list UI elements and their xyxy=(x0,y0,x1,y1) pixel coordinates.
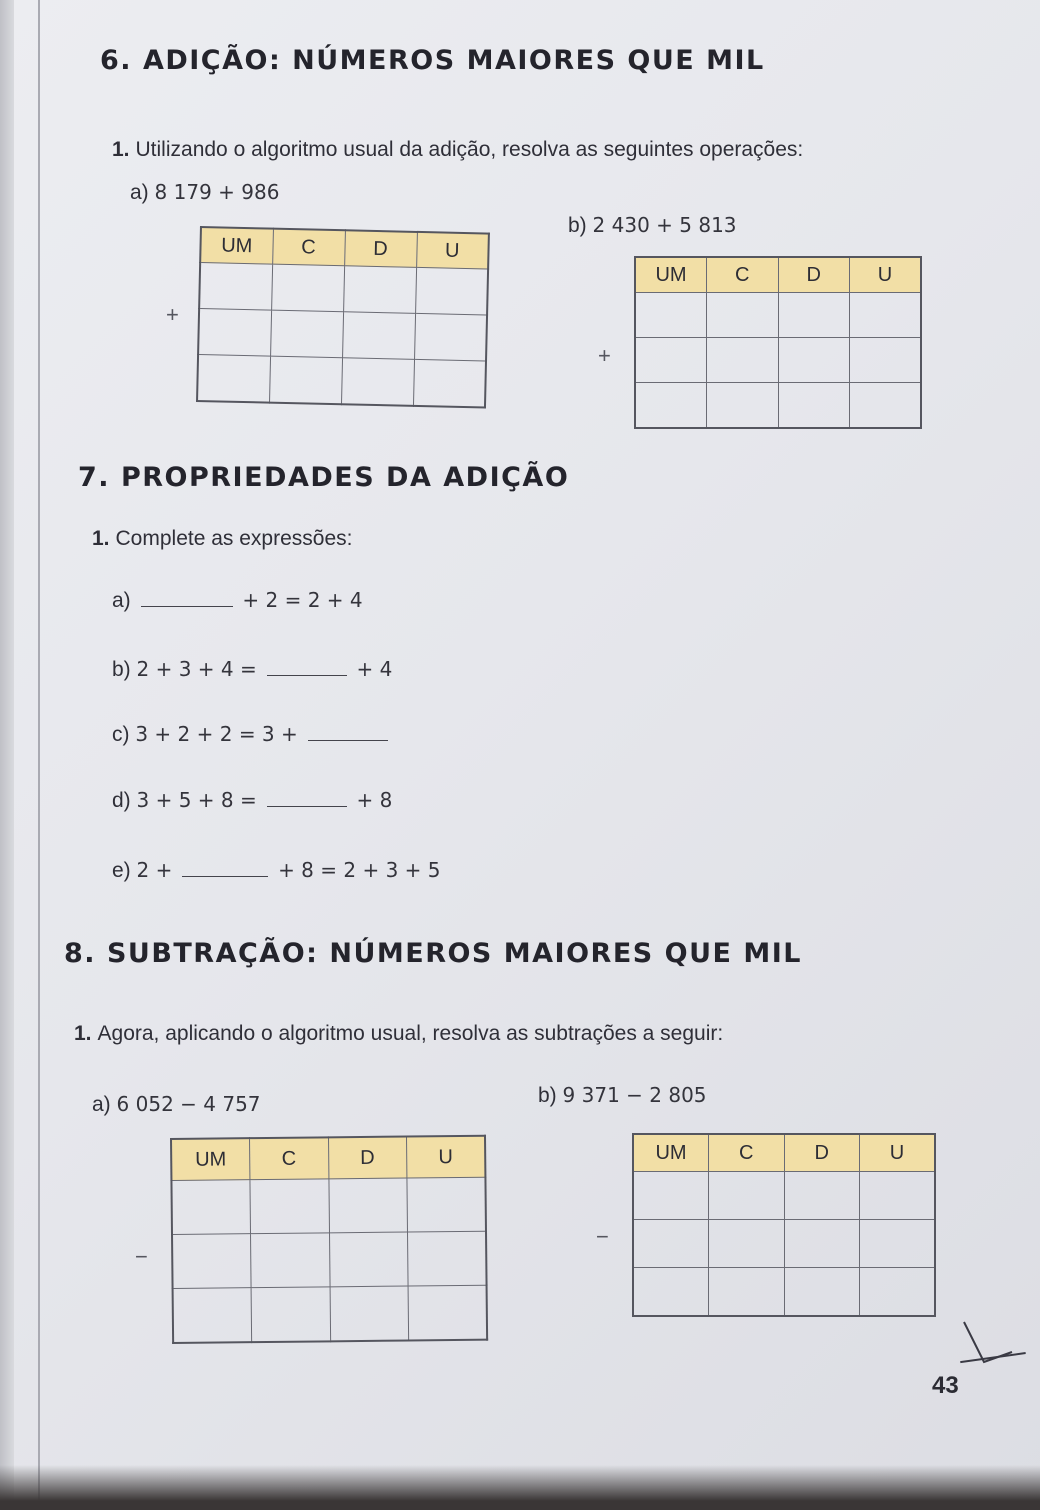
header-d: D xyxy=(344,230,417,267)
page-number: 43 xyxy=(932,1372,959,1399)
header-u: U xyxy=(416,232,489,269)
grid-cell[interactable] xyxy=(707,293,779,338)
handwritten-check-icon xyxy=(950,1318,1030,1388)
instruction-text: Utilizando o algoritmo usual da adição, resolva as seguintes operações: xyxy=(135,138,804,161)
grid-cell[interactable] xyxy=(330,1286,409,1341)
header-u: U xyxy=(860,1134,936,1172)
expression-after: + 4 xyxy=(356,657,393,681)
grid-row xyxy=(172,1231,487,1288)
exercise-7b xyxy=(112,657,392,682)
grid-row xyxy=(171,1177,486,1234)
header-d: D xyxy=(778,257,850,293)
grid-header-row xyxy=(171,1136,485,1181)
section-7-instruction xyxy=(92,527,352,551)
header-c: C xyxy=(707,257,779,293)
grid-cell[interactable] xyxy=(270,310,343,358)
exercise-label: c) xyxy=(112,723,130,746)
grid-cell[interactable] xyxy=(251,1233,330,1288)
exercise-7d xyxy=(112,788,392,813)
expression-before: 2 + xyxy=(136,858,173,882)
grid-cell[interactable] xyxy=(199,263,272,311)
grid-cell[interactable] xyxy=(329,1232,408,1287)
grid-cell[interactable] xyxy=(778,338,850,383)
header-u: U xyxy=(850,257,922,293)
grid-row xyxy=(635,338,921,383)
grid-row xyxy=(633,1172,935,1220)
header-d: D xyxy=(328,1137,407,1179)
grid-cell[interactable] xyxy=(328,1178,407,1233)
grid-cell[interactable] xyxy=(784,1268,860,1316)
minus-operator: − xyxy=(596,1224,609,1249)
grid-cell[interactable] xyxy=(633,1172,709,1220)
header-c: C xyxy=(272,229,345,266)
spine-line xyxy=(38,0,40,1510)
instruction-text: Complete as expressões: xyxy=(115,527,353,550)
exercise-expression: 6 052 − 4 757 xyxy=(116,1092,261,1116)
header-um: UM xyxy=(633,1134,709,1172)
exercise-8b xyxy=(538,1083,707,1108)
grid-row xyxy=(173,1285,488,1342)
exercise-8a xyxy=(92,1092,261,1117)
grid-cell[interactable] xyxy=(408,1285,487,1340)
exercise-label: a) xyxy=(112,589,131,612)
header-u: U xyxy=(406,1136,485,1178)
grid-cell[interactable] xyxy=(709,1220,785,1268)
header-c: C xyxy=(250,1137,329,1179)
instruction-text: Agora, aplicando o algoritmo usual, resolva as subtrações a seguir: xyxy=(97,1022,724,1045)
grid-cell[interactable] xyxy=(850,383,922,428)
exercise-7a xyxy=(112,588,363,613)
grid-cell[interactable] xyxy=(635,383,707,428)
exercise-expression: 2 430 + 5 813 xyxy=(592,213,737,237)
grid-cell[interactable] xyxy=(172,1234,251,1289)
exercise-label: a) xyxy=(130,181,149,204)
expression-after: + 8 = 2 + 3 + 5 xyxy=(278,858,441,882)
answer-grid-6a xyxy=(196,226,490,408)
answer-grid-6b xyxy=(634,256,922,429)
header-c: C xyxy=(709,1134,785,1172)
grid-row xyxy=(635,383,921,428)
answer-blank[interactable] xyxy=(267,806,347,807)
exercise-7c xyxy=(112,722,392,747)
grid-cell[interactable] xyxy=(635,338,707,383)
expression-before: 3 + 2 + 2 = 3 + xyxy=(135,722,298,746)
grid-cell[interactable] xyxy=(778,383,850,428)
grid-cell[interactable] xyxy=(407,1177,486,1232)
header-um: UM xyxy=(635,257,707,293)
grid-row xyxy=(198,309,487,362)
expression-before: 2 + 3 + 4 = xyxy=(136,657,257,681)
grid-row xyxy=(197,354,486,407)
page-edge xyxy=(0,0,14,1510)
answer-grid-8b xyxy=(632,1133,936,1317)
grid-cell[interactable] xyxy=(633,1268,709,1316)
instruction-number: 1. xyxy=(74,1022,92,1045)
grid-cell[interactable] xyxy=(709,1172,785,1220)
exercise-expression: 9 371 − 2 805 xyxy=(562,1083,707,1107)
grid-cell[interactable] xyxy=(635,293,707,338)
plus-operator: + xyxy=(598,343,611,368)
exercise-label: b) xyxy=(568,214,587,237)
grid-row xyxy=(633,1268,935,1316)
grid-cell[interactable] xyxy=(171,1180,250,1235)
section-8-heading: 8. SUBTRAÇÃO: NÚMEROS MAIORES QUE MIL xyxy=(64,938,802,969)
grid-cell[interactable] xyxy=(269,356,342,404)
page-shadow xyxy=(0,1465,1040,1510)
answer-grid-8a xyxy=(170,1135,488,1344)
section-6-heading: 6. ADIÇÃO: NÚMEROS MAIORES QUE MIL xyxy=(100,45,765,76)
exercise-label: b) xyxy=(112,658,131,681)
grid-cell[interactable] xyxy=(197,354,270,402)
exercise-label: d) xyxy=(112,789,131,812)
grid-cell[interactable] xyxy=(860,1172,936,1220)
header-d: D xyxy=(784,1134,860,1172)
grid-cell[interactable] xyxy=(707,338,779,383)
grid-cell[interactable] xyxy=(173,1288,252,1343)
section-7-heading: 7. PROPRIEDADES DA ADIÇÃO xyxy=(78,462,570,493)
grid-header-row xyxy=(633,1134,935,1172)
grid-cell[interactable] xyxy=(271,264,344,312)
grid-cell[interactable] xyxy=(342,312,415,360)
expression-before: 3 + 5 + 8 = xyxy=(136,788,257,812)
grid-row xyxy=(199,263,488,316)
grid-cell[interactable] xyxy=(860,1268,936,1316)
grid-cell[interactable] xyxy=(784,1172,860,1220)
minus-operator: − xyxy=(135,1244,148,1269)
exercise-6a xyxy=(130,180,279,205)
grid-cell[interactable] xyxy=(784,1220,860,1268)
instruction-number: 1. xyxy=(112,138,130,161)
header-um: UM xyxy=(171,1138,250,1180)
exercise-6b xyxy=(568,213,737,238)
grid-cell[interactable] xyxy=(778,293,850,338)
instruction-number: 1. xyxy=(92,527,110,550)
exercise-label: e) xyxy=(112,859,131,882)
grid-cell[interactable] xyxy=(850,293,922,338)
answer-blank[interactable] xyxy=(308,740,388,741)
answer-blank[interactable] xyxy=(267,675,347,676)
expression-after: + 2 = 2 + 4 xyxy=(242,588,363,612)
section-6-instruction xyxy=(112,138,803,162)
grid-cell[interactable] xyxy=(709,1268,785,1316)
grid-cell[interactable] xyxy=(413,359,486,407)
grid-cell[interactable] xyxy=(250,1179,329,1234)
exercise-7e xyxy=(112,858,441,883)
grid-cell[interactable] xyxy=(707,383,779,428)
grid-cell[interactable] xyxy=(860,1220,936,1268)
grid-cell[interactable] xyxy=(415,267,488,315)
grid-row xyxy=(635,293,921,338)
plus-operator: + xyxy=(166,302,179,327)
grid-cell[interactable] xyxy=(343,266,416,314)
grid-cell[interactable] xyxy=(251,1287,330,1342)
grid-cell[interactable] xyxy=(850,338,922,383)
grid-cell[interactable] xyxy=(414,313,487,361)
section-8-instruction xyxy=(74,1022,723,1046)
grid-cell[interactable] xyxy=(198,309,271,357)
grid-cell[interactable] xyxy=(633,1220,709,1268)
answer-blank[interactable] xyxy=(182,876,268,877)
exercise-label: b) xyxy=(538,1084,557,1107)
exercise-label: a) xyxy=(92,1093,111,1116)
expression-after: + 8 xyxy=(356,788,393,812)
exercise-expression: 8 179 + 986 xyxy=(154,180,280,204)
grid-cell[interactable] xyxy=(407,1231,486,1286)
grid-row xyxy=(633,1220,935,1268)
grid-cell[interactable] xyxy=(341,358,414,406)
grid-header-row xyxy=(635,257,921,293)
header-um: UM xyxy=(200,227,273,264)
answer-blank[interactable] xyxy=(141,606,233,607)
